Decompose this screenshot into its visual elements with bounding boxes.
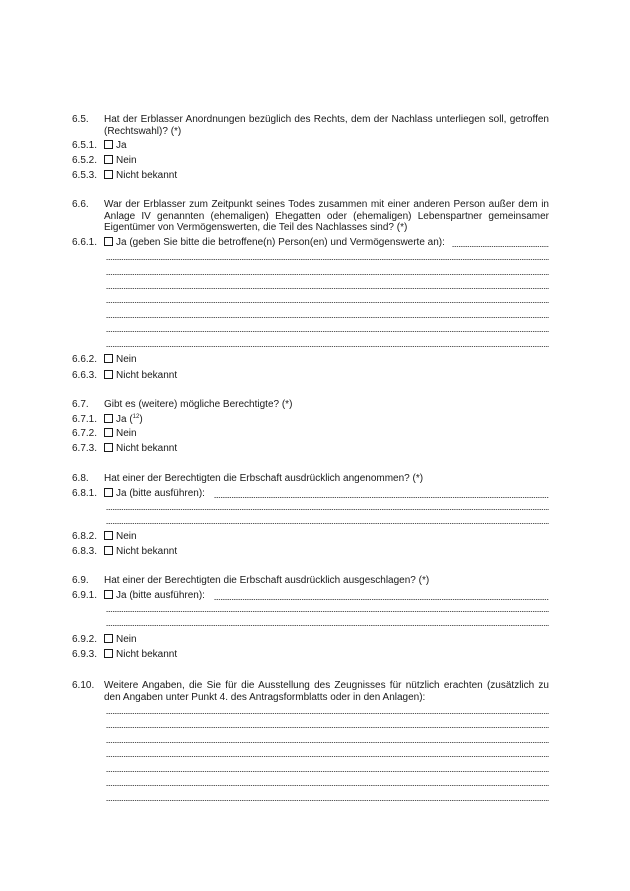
- option-6-6-3[interactable]: [0, 369, 630, 383]
- option-number: 6.6.3.: [72, 370, 98, 381]
- option-label: Nein: [116, 354, 137, 365]
- option-6-9-3[interactable]: [0, 648, 630, 662]
- question-6-6: [0, 198, 630, 233]
- question-text: Hat der Erblasser Anordnungen bezüglich des Rechts, dem der Nachlass unterliegen soll, getroffen (Rechtswahl)? (*): [104, 114, 549, 137]
- option-number: 6.6.2.: [72, 354, 98, 365]
- fill-line[interactable]: [106, 274, 549, 275]
- fill-line[interactable]: [106, 713, 549, 714]
- fill-line[interactable]: [106, 611, 549, 612]
- option-6-8-1[interactable]: [0, 487, 630, 501]
- question-number: 6.5.: [72, 114, 89, 125]
- checkbox[interactable]: [104, 370, 113, 379]
- option-label: Nicht bekannt: [116, 546, 178, 557]
- fill-line[interactable]: [106, 742, 549, 743]
- option-6-5-2[interactable]: [0, 154, 630, 168]
- option-label: Nicht bekannt: [116, 443, 178, 454]
- fill-line[interactable]: [106, 523, 549, 524]
- option-number: 6.5.1.: [72, 140, 98, 151]
- option-number: 6.7.2.: [72, 428, 98, 439]
- question-number: 6.10.: [72, 680, 95, 691]
- option-6-7-2[interactable]: [0, 427, 630, 441]
- fill-line[interactable]: [106, 331, 549, 332]
- fill-line[interactable]: [106, 727, 549, 728]
- option-6-7-3[interactable]: [0, 442, 630, 456]
- checkbox[interactable]: [104, 634, 113, 643]
- checkbox[interactable]: [104, 531, 113, 540]
- option-6-5-1[interactable]: [0, 139, 630, 153]
- checkbox[interactable]: [104, 140, 113, 149]
- fill-line[interactable]: [106, 259, 549, 260]
- question-6-5: [0, 113, 630, 137]
- checkbox[interactable]: [104, 590, 113, 599]
- checkbox[interactable]: [104, 155, 113, 164]
- option-number: 6.9.1.: [72, 590, 98, 601]
- option-number: 6.5.3.: [72, 170, 98, 181]
- question-text: Hat einer der Berechtigten die Erbschaft ausdrücklich ausgeschlagen? (*): [104, 575, 430, 586]
- option-label: Nicht bekannt: [116, 649, 178, 660]
- option-number: 6.8.1.: [72, 488, 98, 499]
- option-number: 6.9.2.: [72, 634, 98, 645]
- fill-line[interactable]: [106, 785, 549, 786]
- question-6-9: [0, 574, 630, 588]
- option-6-8-3[interactable]: [0, 545, 630, 559]
- option-6-8-2[interactable]: [0, 530, 630, 544]
- option-6-6-2[interactable]: [0, 353, 630, 367]
- checkbox[interactable]: [104, 414, 113, 423]
- option-label: Ja (geben Sie bitte die betroffene(n) Person(en) und Vermögenswerte an):: [116, 237, 445, 248]
- option-number: 6.8.2.: [72, 531, 98, 542]
- question-text: Hat einer der Berechtigten die Erbschaft ausdrücklich angenommen? (*): [104, 473, 424, 484]
- option-number: 6.9.3.: [72, 649, 98, 660]
- question-6-7: [0, 398, 630, 412]
- checkbox[interactable]: [104, 443, 113, 452]
- fill-line[interactable]: [106, 509, 549, 510]
- question-text: Gibt es (weitere) mögliche Berechtigte? (*): [104, 399, 293, 410]
- checkbox[interactable]: [104, 649, 113, 658]
- option-label: Nein: [116, 531, 137, 542]
- option-6-9-1[interactable]: [0, 589, 630, 603]
- fill-line[interactable]: [106, 346, 549, 347]
- checkbox[interactable]: [104, 546, 113, 555]
- option-number: 6.7.3.: [72, 443, 98, 454]
- option-label: Ja (bitte ausführen):: [116, 488, 205, 499]
- option-label: Nein: [116, 428, 137, 439]
- option-number: 6.6.1.: [72, 237, 98, 248]
- question-6-8: [0, 472, 630, 486]
- fill-line[interactable]: [106, 302, 549, 303]
- option-label-suffix: ): [139, 414, 143, 425]
- option-label: Nein: [116, 155, 137, 166]
- option-number: 6.5.2.: [72, 155, 98, 166]
- fill-line[interactable]: [106, 288, 549, 289]
- footnote-reference[interactable]: 12: [132, 414, 140, 420]
- option-label: Ja (: [116, 414, 133, 425]
- question-number: 6.9.: [72, 575, 89, 586]
- fill-line[interactable]: [106, 625, 549, 626]
- fill-line[interactable]: [214, 497, 549, 498]
- fill-line[interactable]: [106, 800, 549, 801]
- option-label: Ja: [116, 140, 127, 151]
- checkbox[interactable]: [104, 237, 113, 246]
- option-label: Nicht bekannt: [116, 370, 178, 381]
- option-6-9-2[interactable]: [0, 633, 630, 647]
- option-number: 6.8.3.: [72, 546, 98, 557]
- checkbox[interactable]: [104, 488, 113, 497]
- option-label: Nein: [116, 634, 137, 645]
- question-text: War der Erblasser zum Zeitpunkt seines Todes zusammen mit einer anderen Person außer dem in Anlage IV genannten (ehemaligen) Ehegatten oder (ehemaligen) Lebenspartner gemeinsamer Eigentümer von Vermögenswerten, die Teil des Nachlasses sind? (*): [104, 199, 549, 233]
- fill-line[interactable]: [106, 756, 549, 757]
- option-number: 6.7.1.: [72, 414, 98, 425]
- option-6-7-1[interactable]: [0, 413, 630, 427]
- checkbox[interactable]: [104, 428, 113, 437]
- checkbox[interactable]: [104, 170, 113, 179]
- question-6-10: [0, 679, 630, 703]
- fill-line[interactable]: [106, 317, 549, 318]
- question-number: 6.8.: [72, 473, 89, 484]
- question-number: 6.6.: [72, 199, 89, 210]
- option-label: Nicht bekannt: [116, 170, 178, 181]
- option-6-5-3[interactable]: [0, 169, 630, 183]
- checkbox[interactable]: [104, 354, 113, 363]
- fill-line[interactable]: [214, 599, 549, 600]
- fill-line[interactable]: [452, 246, 549, 247]
- question-text: Weitere Angaben, die Sie für die Ausstellung des Zeugnisses für nützlich erachten (zusätzlich zu den Angaben unter Punkt 4. des Antragsformblatts oder in den Anlagen):: [104, 680, 549, 703]
- question-number: 6.7.: [72, 399, 89, 410]
- option-6-6-1[interactable]: [0, 236, 630, 250]
- fill-line[interactable]: [106, 771, 549, 772]
- option-label: Ja (bitte ausführen):: [116, 590, 205, 601]
